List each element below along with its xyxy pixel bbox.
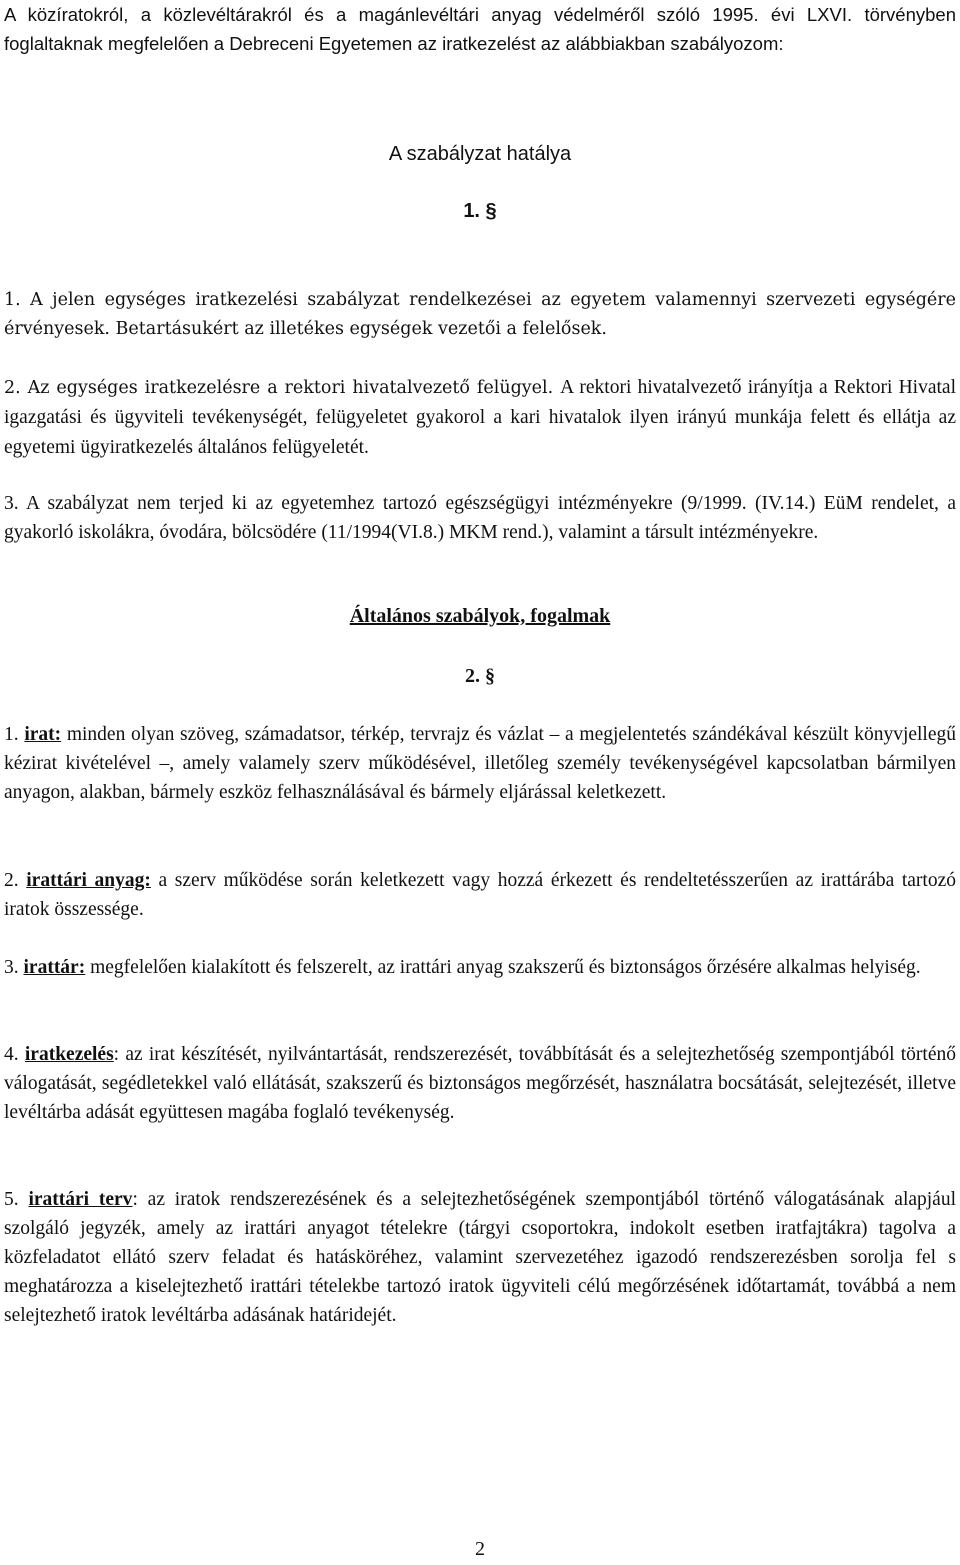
definition-3 [4, 953, 956, 982]
definition-text: a szerv működése során keletkezett vagy hozzá érkezett és rendeltetésszerűen az irattárába tartozó iratok összessége. [4, 870, 957, 920]
section2-para-number: 2. § [465, 665, 495, 687]
definition-text: : az iratok rendszerezésének és a selejtezhetőségének szempontjából történő válogatásának alapjául szolgáló jegyzék, amely az irattári anyagot tételekre (tárgyi csoportokra, indokolt esetben iratfajtákra) tagolva a közfeladatot ellátó szerv feladat és hatásköréhez, valamint szervezetéhez igazodó rendszerezésben sorolja fel s meghatározza a kiselejtezhető irattári tételekbe tartozó iratok ügyviteli célú megőrzésének időtartamát, továbbá a nem selejtezhető iratok levéltárba adásának határidejét. [4, 1189, 957, 1326]
definition-num: 3. [4, 957, 19, 978]
section1-item-2 [4, 373, 956, 463]
definition-term: irattár: [23, 957, 86, 978]
section1-item-1 [4, 286, 956, 344]
section1-para-number: 1. § [463, 200, 497, 222]
section1-item-3-text: 3. A szabályzat nem terjed ki az egyetemhez tartozó egészségügyi intézményekre (9/1999. (IV.14.) EüM rendelet, a gyakorló iskolákra, óvodára, bölcsödére (11/1994(VI.8.) MKM rend.), valamint a társult intézményekre. [4, 493, 956, 543]
definition-num: 2. [4, 870, 19, 891]
definition-5 [4, 1185, 956, 1330]
definition-text: megfelelően kialakított és felszerelt, az irattári anyag szakszerű és biztonságos őrzésére alkalmas helyiség. [90, 957, 921, 978]
definition-term: irattári terv [28, 1189, 133, 1210]
section1-item-2-cont: A rektori hivatalvezető irányítja a Rektori Hivatal igazgatási és ügyviteli tevékenységét, felügyeletet gyakorol a kari hivatalok ilyen irányú munkája felett és ellátja az egyetemi ügyiratkezelés általános felügyeletét. [4, 377, 956, 458]
section1-item-1-text: 1. A jelen egységes iratkezelési szabályzat rendelkezései az egyetem valamennyi szervezeti egységére érvényesek. Betartásukért az illetékes egységek vezetői a felelősek. [4, 290, 956, 339]
intro-text: A közíratokról, a közlevéltárakról és a magánlevéltári anyag védelméről szóló 1995. évi LXVI. törvényben foglaltaknak megfelelően a Debreceni Egyetemen az iratkezelést az alábbiakban szabályozom: [4, 4, 956, 54]
section2-title: Általános szabályok, fogalmak [349, 605, 611, 627]
definition-num: 4. [4, 1044, 19, 1065]
definition-term: irat: [24, 724, 62, 745]
section1-title: A szabályzat hatálya [388, 143, 572, 165]
definition-1 [4, 720, 956, 807]
definition-term: iratkezelés [24, 1044, 114, 1065]
definition-text: : az irat készítését, nyilvántartását, rendszerezését, továbbítását és a selejtezhetőség szempontjából történő válogatását, segédletekkel való ellátását, szakszerű és biztonságos megőrzését, használatra bocsátását, selejtezését, illetve levéltárba adását együttesen magába foglaló tevékenység. [4, 1044, 956, 1123]
page-number: 2 [475, 1538, 485, 1560]
definition-term: irattári anyag: [26, 870, 151, 891]
definition-num: 5. [4, 1189, 19, 1210]
definition-text: minden olyan szöveg, számadatsor, térkép, tervrajz és vázlat – a megjelentetés szándékával készült könyvjellegű kézirat kivételével –, amely valamely szerv működésével, illetőleg személy tevékenységével kapcsolatban bármilyen anyagon, alakban, bármely eszköz felhasználásával és bármely eljárással keletkezett. [4, 724, 957, 803]
section1-item-2-text: 2. Az egységes iratkezelésre a rektori hivatalvezető felügyel. [4, 378, 554, 398]
intro-paragraph [4, 0, 956, 58]
definition-num: 1. [4, 724, 19, 745]
definition-4 [4, 1040, 956, 1127]
section1-item-3 [4, 489, 956, 547]
definition-2 [4, 866, 956, 924]
